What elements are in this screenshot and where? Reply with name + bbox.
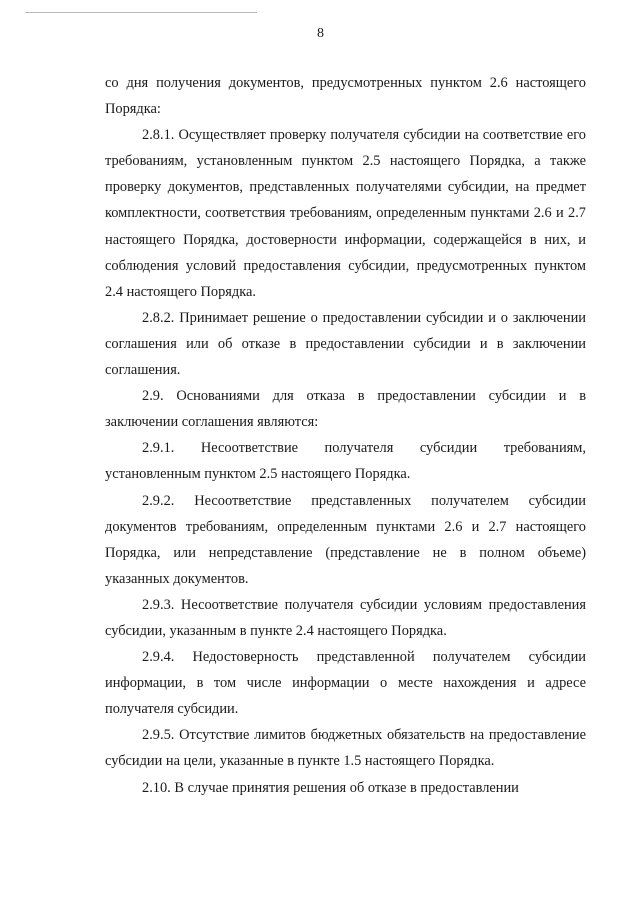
page-number: 8 xyxy=(317,26,324,41)
paragraph-2-9-1: 2.9.1. Несоответствие получателя субсидии требованиям, установленным пунктом 2.5 настоящего Порядка. xyxy=(105,440,586,483)
paragraph-2-9: 2.9. Основаниями для отказа в предоставлении субсидии и в заключении соглашения являются: xyxy=(105,388,586,431)
paragraph-intro: со дня получения документов, предусмотренных пунктом 2.6 настоящего Порядка: xyxy=(105,75,586,118)
document-body xyxy=(105,70,586,801)
scan-artifact-line xyxy=(25,12,257,13)
paragraph-2-8-1: 2.8.1. Осуществляет проверку получателя субсидии на соответствие его требованиям, установленным пунктом 2.5 настоящего Порядка, а также проверку документов, представленных получателями субсидии, на предмет комплектности, соответствия требованиям, определенным пунктами 2.6 и 2.7 настоящего Порядка, достоверности информации, содержащейся в них, и соблюдения условий предоставления субсидии, предусмотренных пунктом 2.4 настоящего Порядка. xyxy=(105,127,586,300)
paragraph-2-9-3: 2.9.3. Несоответствие получателя субсидии условиям предоставления субсидии, указанным в пункте 2.4 настоящего Порядка. xyxy=(105,596,586,639)
paragraph-2-9-5: 2.9.5. Отсутствие лимитов бюджетных обязательств на предоставление субсидии на цели, указанные в пункте 1.5 настоящего Порядка. xyxy=(105,727,586,770)
paragraph-2-9-2: 2.9.2. Несоответствие представленных получателем субсидии документов требованиям, определенным пунктами 2.6 и 2.7 настоящего Порядка, или непредставление (представление не в полном объеме) указанных документов. xyxy=(105,492,586,587)
paragraph-2-10: 2.10. В случае принятия решения об отказе в предоставлении xyxy=(142,779,519,796)
paragraph-2-8-2: 2.8.2. Принимает решение о предоставлении субсидии и о заключении соглашения или об отказе в предоставлении субсидии и в заключении соглашения. xyxy=(105,309,586,379)
paragraph-2-9-4: 2.9.4. Недостоверность представленной получателем субсидии информации, в том числе информации о месте нахождения и адресе получателя субсидии. xyxy=(105,649,586,718)
